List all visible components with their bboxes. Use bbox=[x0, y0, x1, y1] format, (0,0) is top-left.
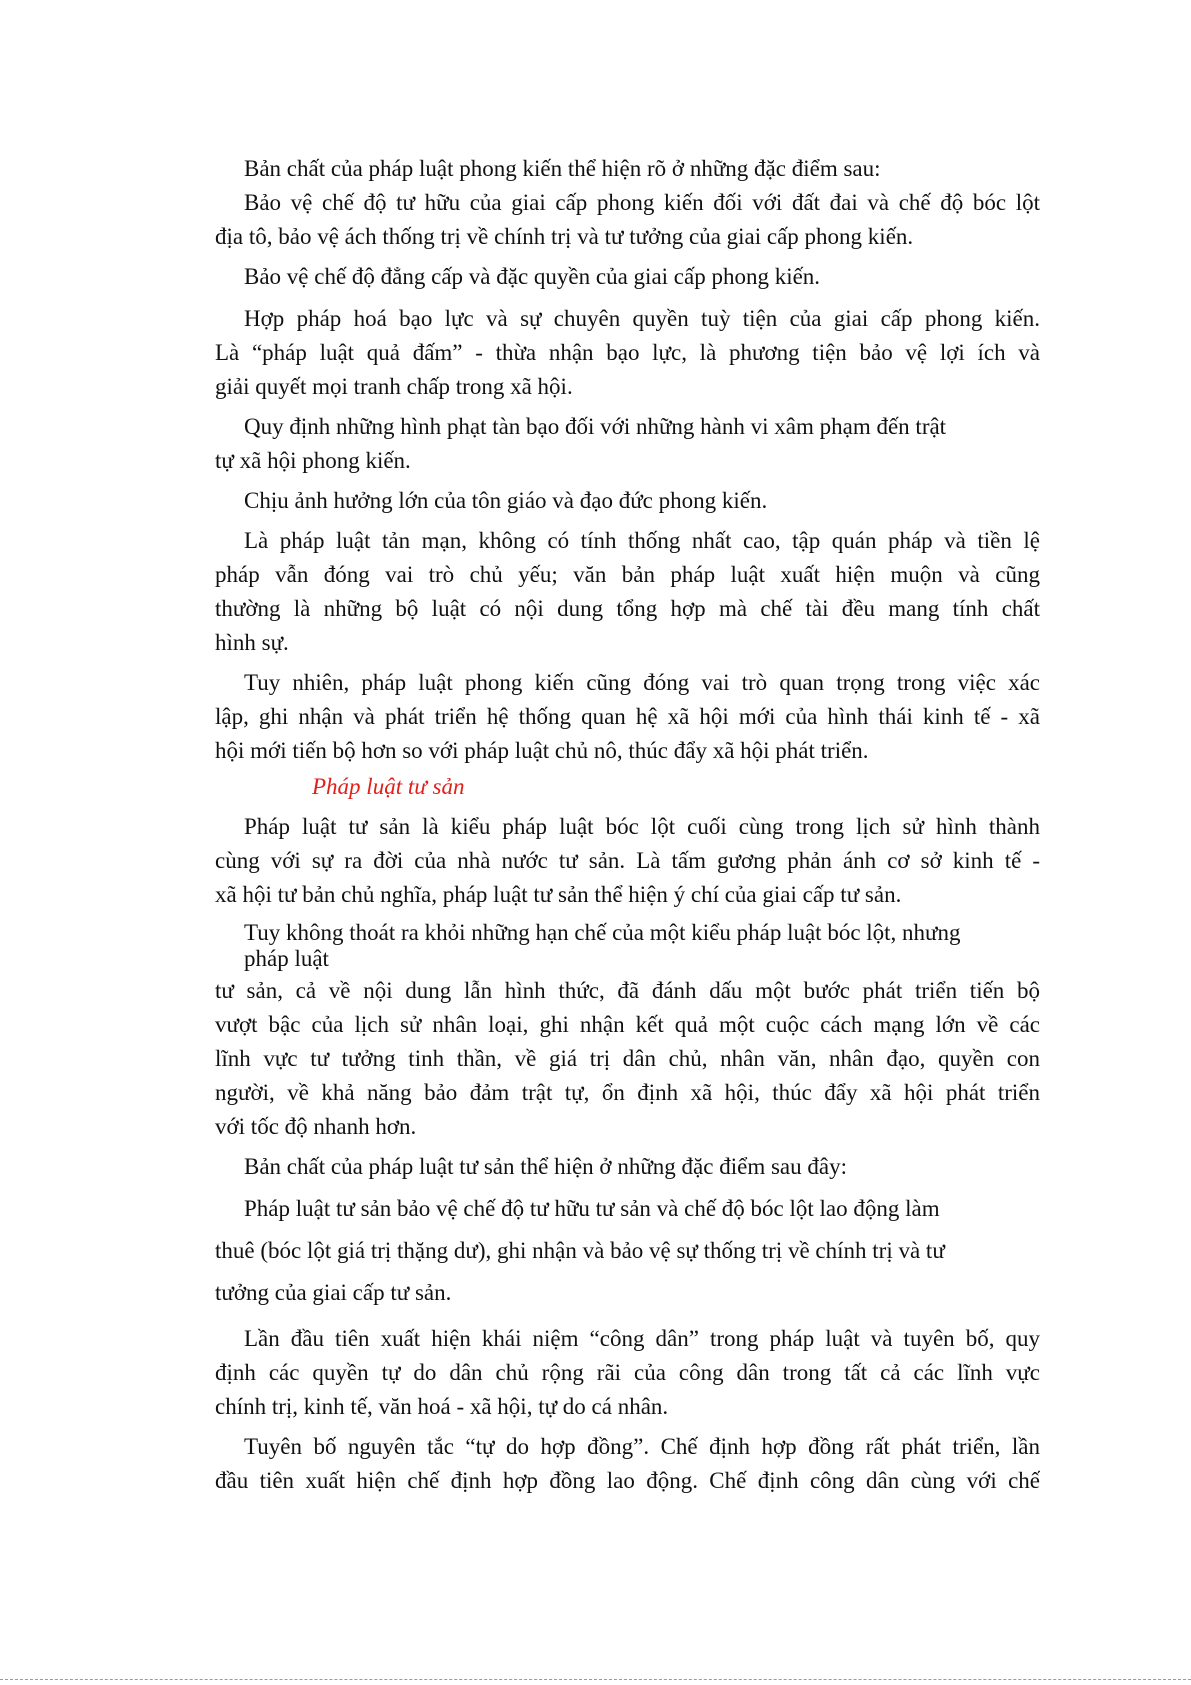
text-line: Bản chất của pháp luật tư sản thể hiện ở những đặc điểm sau đây: bbox=[244, 1154, 847, 1179]
text-line: với tốc độ nhanh hơn. bbox=[215, 1114, 417, 1139]
text-line: Là “pháp luật quả đấm” - thừa nhận bạo lực, là phương tiện bảo vệ lợi ích và bbox=[215, 340, 1040, 365]
text-line: Hợp pháp hoá bạo lực và sự chuyên quyền tuỳ tiện của giai cấp phong kiến. bbox=[244, 306, 1040, 331]
text-line: Pháp luật tư sản là kiểu pháp luật bóc lột cuối cùng trong lịch sử hình thành bbox=[244, 814, 1040, 839]
text-line: Tuyên bố nguyên tắc “tự do hợp đồng”. Chế định hợp đồng rất phát triển, lần bbox=[244, 1434, 1040, 1459]
text-line: lập, ghi nhận và phát triển hệ thống quan hệ xã hội mới của hình thái kinh tế - xã bbox=[215, 704, 1040, 729]
text-line: hình sự. bbox=[215, 630, 289, 655]
text-line: chính trị, kinh tế, văn hoá - xã hội, tự do cá nhân. bbox=[215, 1394, 669, 1419]
page-bottom-rule bbox=[0, 1679, 1191, 1680]
text-line: đầu tiên xuất hiện chế định hợp đồng lao động. Chế định công dân cùng với chế bbox=[215, 1468, 1040, 1493]
text-line: pháp luật bbox=[244, 946, 329, 971]
text-line: lĩnh vực tư tưởng tinh thần, về giá trị dân chủ, nhân văn, nhân đạo, quyền con bbox=[215, 1046, 1040, 1071]
text-line: Chịu ảnh hưởng lớn của tôn giáo và đạo đức phong kiến. bbox=[244, 488, 768, 513]
text-line: thường là những bộ luật có nội dung tổng hợp mà chế tài đều mang tính chất bbox=[215, 596, 1040, 621]
text-line: Bảo vệ chế độ đẳng cấp và đặc quyền của giai cấp phong kiến. bbox=[244, 264, 821, 289]
text-line: tự xã hội phong kiến. bbox=[215, 448, 411, 473]
text-line: tư sản, cả về nội dung lẫn hình thức, đã đánh dấu một bước phát triển tiến bộ bbox=[215, 978, 1040, 1003]
text-line: Lần đầu tiên xuất hiện khái niệm “công dân” trong pháp luật và tuyên bố, quy bbox=[244, 1326, 1040, 1351]
text-line: người, về khả năng bảo đảm trật tự, ổn định xã hội, thúc đẩy xã hội phát triển bbox=[215, 1080, 1040, 1105]
text-line: cùng với sự ra đời của nhà nước tư sản. Là tấm gương phản ánh cơ sở kinh tế - bbox=[215, 848, 1040, 873]
text-line: pháp vẫn đóng vai trò chủ yếu; văn bản pháp luật xuất hiện muộn và cũng bbox=[215, 562, 1040, 587]
text-line: xã hội tư bản chủ nghĩa, pháp luật tư sản thể hiện ý chí của giai cấp tư sản. bbox=[215, 882, 902, 907]
text-line: giải quyết mọi tranh chấp trong xã hội. bbox=[215, 374, 573, 399]
text-line: Tuy nhiên, pháp luật phong kiến cũng đóng vai trò quan trọng trong việc xác bbox=[244, 670, 1040, 695]
text-line: hội mới tiến bộ hơn so với pháp luật chủ nô, thúc đẩy xã hội phát triển. bbox=[215, 738, 869, 763]
text-line: Bảo vệ chế độ tư hữu của giai cấp phong kiến đối với đất đai và chế độ bóc lột bbox=[244, 190, 1040, 215]
text-line: Bản chất của pháp luật phong kiến thể hiện rõ ở những đặc điểm sau: bbox=[244, 156, 881, 181]
text-line: địa tô, bảo vệ ách thống trị về chính trị và tư tưởng của giai cấp phong kiến. bbox=[215, 224, 914, 249]
text-line: Là pháp luật tản mạn, không có tính thống nhất cao, tập quán pháp và tiền lệ bbox=[244, 528, 1040, 553]
text-line: vượt bậc của lịch sử nhân loại, ghi nhận kết quả một cuộc cách mạng lớn về các bbox=[215, 1012, 1040, 1037]
text-line: Quy định những hình phạt tàn bạo đối với những hành vi xâm phạm đến trật bbox=[244, 414, 947, 439]
section-heading: Pháp luật tư sản bbox=[312, 774, 465, 799]
text-line: tưởng của giai cấp tư sản. bbox=[215, 1280, 452, 1305]
text-line: Tuy không thoát ra khỏi những hạn chế của một kiểu pháp luật bóc lột, nhưng bbox=[244, 920, 961, 945]
text-line: Pháp luật tư sản bảo vệ chế độ tư hữu tư sản và chế độ bóc lột lao động làm bbox=[244, 1196, 940, 1221]
text-line: thuê (bóc lột giá trị thặng dư), ghi nhận và bảo vệ sự thống trị về chính trị và tư bbox=[215, 1238, 945, 1263]
text-line: định các quyền tự do dân chủ rộng rãi của công dân trong tất cả các lĩnh vực bbox=[215, 1360, 1040, 1385]
